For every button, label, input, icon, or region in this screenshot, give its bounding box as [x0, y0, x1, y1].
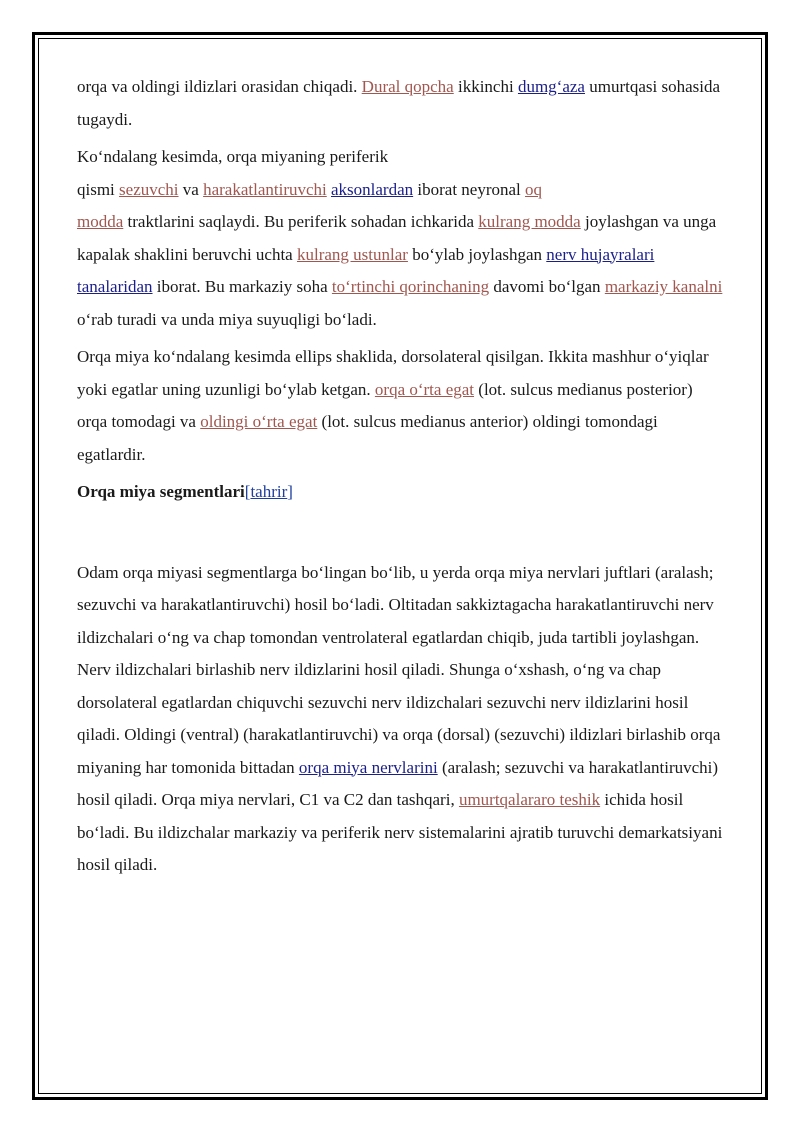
text-run: davomi bo‘lgan — [489, 277, 605, 296]
text-run: qismi — [77, 179, 120, 199]
text-run: joylashgan va unga kapalak shaklini beruvchi uchta — [77, 212, 717, 264]
text-run: ikkinchi — [453, 77, 518, 96]
document-body — [77, 71, 727, 887]
article-link[interactable]: oq — [525, 179, 543, 199]
text-run: orqa va oldingi ildizlari orasidan chiqadi. — [77, 77, 362, 96]
section-heading-title: Orqa miya segmentlari — [77, 482, 245, 501]
article-link[interactable]: Dural qopcha — [361, 77, 454, 96]
section-spacer — [77, 509, 727, 557]
section-heading — [77, 476, 727, 509]
article-link[interactable]: dumg‘aza — [517, 77, 585, 96]
text-run: (lot. sulcus medianus anterior) oldingi tomondagi egatlardir. — [77, 412, 658, 464]
paragraph-dural-sac — [77, 71, 727, 136]
article-link[interactable]: kulrang ustunlar — [296, 244, 408, 264]
text-run: umurtqasi sohasida tugaydi. — [77, 77, 721, 129]
text-run: va — [178, 179, 204, 199]
paragraph-cross-section — [77, 141, 727, 336]
text-run: (aralash; sezuvchi va harakatlantiruvchi) hosil qiladi. Orqa miya nervlari, C1 va C2 dan tashqari, — [77, 757, 719, 809]
paragraph-sulci — [77, 341, 727, 471]
article-link[interactable]: nerv hujayralari tanalaridan — [77, 244, 655, 296]
article-link[interactable]: orqa miya nervlarini — [298, 757, 438, 777]
article-link[interactable]: harakatlantiruvchi — [203, 179, 327, 199]
text-run: ichida hosil bo‘ladi. Bu ildizchalar markaziy va periferik nerv sistemalarini ajratib turuvchi demarkatsiyani hosil qiladi. — [77, 790, 723, 874]
article-link[interactable]: markaziy kanalni — [604, 277, 723, 296]
article-link[interactable]: modda — [77, 212, 124, 231]
article-link[interactable]: orqa o‘rta egat — [374, 379, 475, 399]
text-run: Odam orqa miyasi segmentlarga bo‘lingan bo‘lib, u yerda orqa miya nervlari juftlari (aralash; sezuvchi va harakatlantiruvchi) hosil bo‘ladi. Oltitadan sakkiztagacha harakatlantiruvchi nerv ildizchalari o‘ng va chap tomondan ventrolateral egatlardan chiqib, juda tartibli joylashgan. Nerv ildizchalari birlashib nerv ildizlarini hosil qiladi. Shunga o‘xshash, o‘ng va chap dorsolateral egatlardan chiquvchi sezuvchi nerv ildizchalari sezuvchi nerv ildizlarini hosil qiladi. Oldingi (ventral) (harakatlantiruvchi) va orqa (dorsal) (sezuvchi) ildizlari birlashib orqa miyaning har tomonida bittadan — [77, 562, 721, 777]
text-run: traktlarini saqlaydi. Bu periferik sohadan ichkarida — [123, 212, 479, 231]
article-link[interactable]: aksonlardan — [331, 179, 414, 199]
article-link[interactable]: kulrang modda — [478, 212, 581, 231]
article-link[interactable]: sezuvchi — [119, 179, 179, 199]
edit-bracket-open: [ — [244, 482, 251, 501]
article-link[interactable]: umurtqalararo teshik — [458, 790, 601, 809]
text-run: iborat. Bu markaziy soha — [152, 277, 332, 296]
article-link[interactable]: to‘rtinchi qorinchaning — [331, 277, 490, 296]
paragraph-segments — [77, 557, 727, 882]
text-run: (lot. sulcus medianus posterior) orqa tomodagi va — [77, 379, 693, 431]
text-run: Orqa miya ko‘ndalang kesimda ellips shaklida, dorsolateral qisilgan. Ikkita mashhur o‘yiqlar yoki egatlar uning uzunligi bo‘ylab ketgan. — [77, 347, 709, 399]
edit-section-link[interactable]: tahrir — [250, 482, 288, 501]
text-run: o‘rab turadi va unda miya suyuqligi bo‘ladi. — [77, 309, 377, 329]
text-run: bo‘ylab joylashgan — [407, 244, 547, 264]
article-link[interactable]: oldingi o‘rta egat — [200, 412, 318, 431]
text-run: iborat neyronal — [413, 179, 526, 199]
edit-bracket-close: ] — [287, 482, 293, 501]
text-run: Ko‘ndalang kesimda, orqa miyaning periferik — [77, 147, 389, 166]
